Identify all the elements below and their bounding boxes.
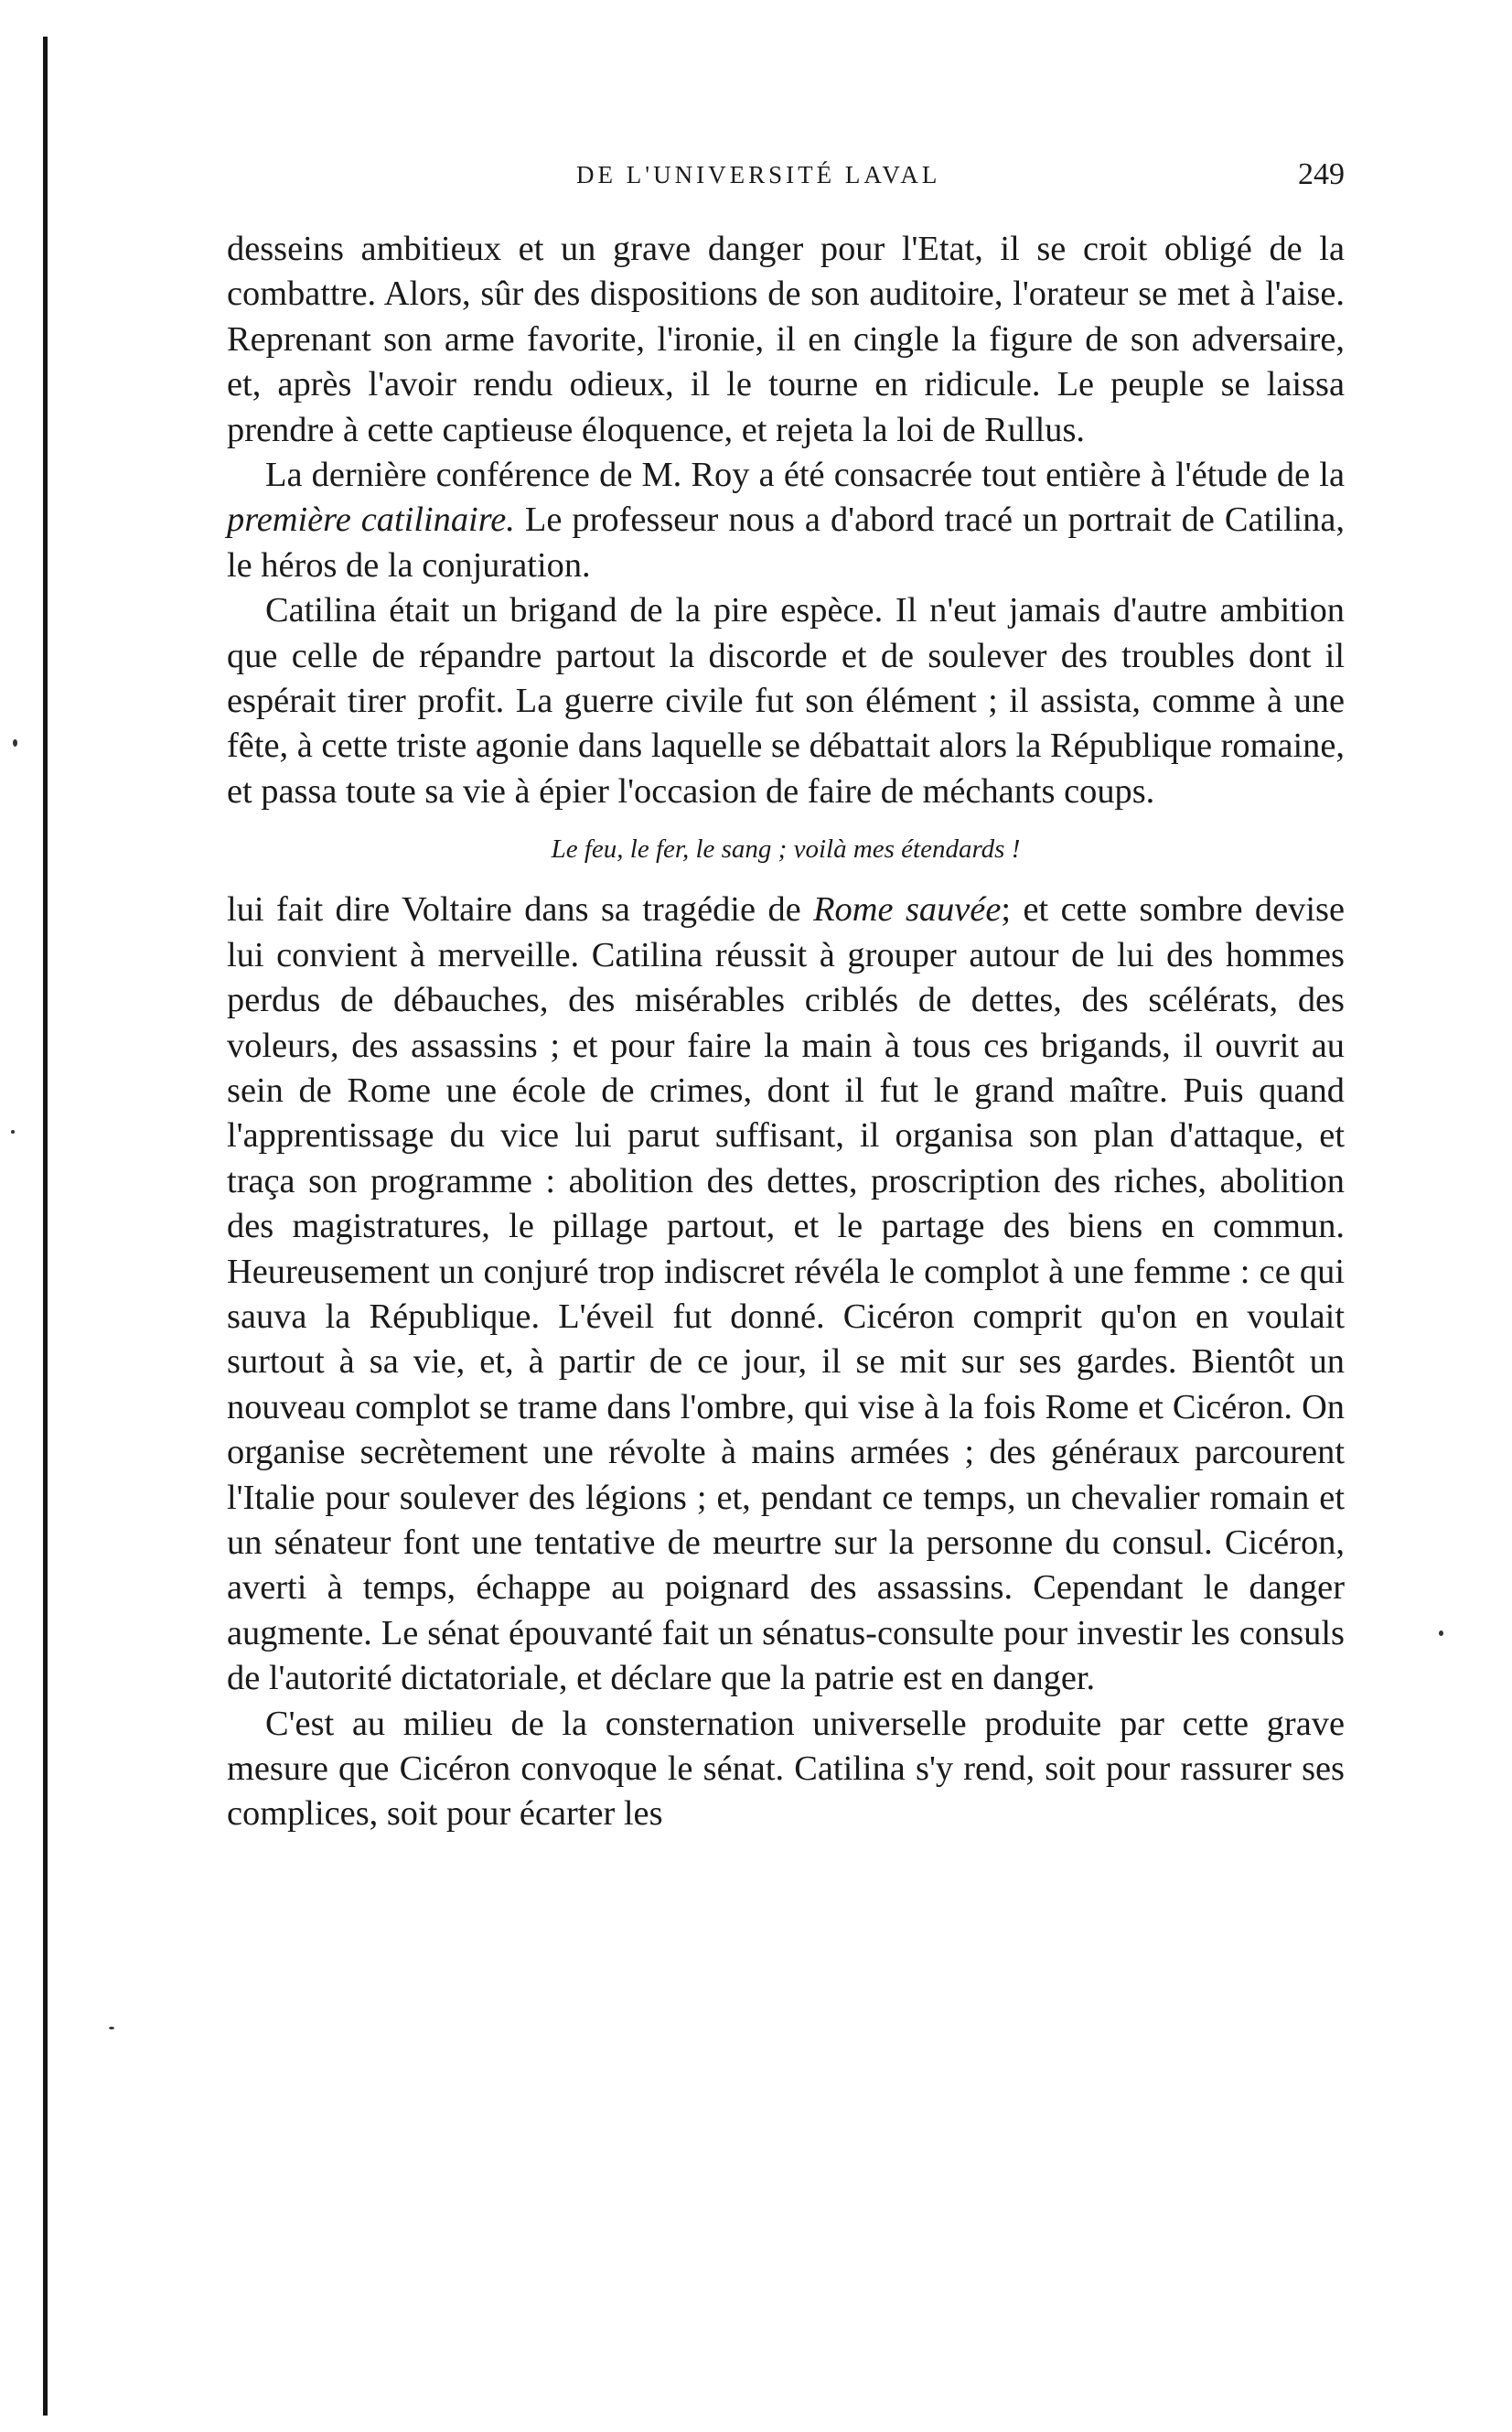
- paragraph-2: [227, 453, 1345, 588]
- paragraph-2-title: première catilinaire.: [227, 500, 515, 540]
- paragraph-4-title: Rome sauvée: [813, 890, 1002, 930]
- scan-speck: [1439, 1630, 1443, 1636]
- page-binding-edge: [43, 37, 48, 2416]
- scan-speck: [13, 739, 17, 747]
- paragraph-2-text: La dernière conférence de M. Roy a été consacrée tout entière à l'étude de la: [265, 456, 1345, 495]
- paragraph-1: desseins ambitieux et un grave danger pour l'Etat, il se croit obligé de la combattre. Alors, sûr des dispositions de son auditoire, l'orateur se met à l'aise. Reprenant son arme favorite, l'ironie, il en cingle la figure de son adversaire, et, après l'avoir rendu odieux, il le tourne en ridicule. Le peuple se laissa prendre à cette captieuse éloquence, et rejeta la loi de Rullus.: [227, 230, 1345, 449]
- page-header: [229, 157, 1345, 194]
- running-title: DE L'UNIVERSITÉ LAVAL: [576, 161, 941, 188]
- body-text: [227, 227, 1345, 1837]
- paragraph-3: Catilina était un brigand de la pire espèce. Il n'eut jamais d'autre ambition que celle de répandre partout la discorde et de soulever des troubles dont il espérait tirer profit. La guerre civile fut son élément ; il assista, comme à une fête, à cette triste agonie dans laquelle se débattait alors la République romaine, et passa toute sa vie à épier l'occasion de faire de méchants coups.: [227, 591, 1345, 811]
- paragraph-4-text-end: ; et cette sombre devise lui convient à merveille. Catilina réussit à grouper autour de lui des hommes perdus de débauches, des misérables criblés de dettes, des scélérats, des voleurs, des assassins ; et pour faire la main à tous ces brigands, il ouvrit au sein de Rome une école de crimes, dont il fut le grand maître. Puis quand l'apprentissage du vice lui parut suffisant, il organisa son plan d'attaque, et traça son programme : abolition des dettes, proscription des riches, abolition des magistratures, le pillage partout, et le partage des biens en commun. Heureusement un conjuré trop indiscret révéla le complot à une femme : ce qui sauva la République. L'éveil fut donné. Cicéron comprit qu'on en voulait surtout à sa vie, et, à partir de ce jour, il se mit sur ses gardes. Bientôt un nouveau complot se trame dans l'ombre, qui vise à la fois Rome et Cicéron. On organise secrètement une révolte à mains armées ; des généraux parcourent l'Italie pour soulever des légions ; et, pendant ce temps, un chevalier romain et un sénateur font une tentative de meurtre sur la personne du consul. Cicéron, averti à temps, échappe au poignard des assassins. Cependant le danger augmente. Le sénat épouvanté fait un sénatus-consulte pour investir les consuls de l'autorité dictatoriale, et déclare que la patrie est en danger.: [227, 890, 1346, 1698]
- page-number: 249: [1298, 157, 1345, 191]
- verse-quotation: Le feu, le fer, le sang ; voilà mes étendards !: [551, 834, 1021, 865]
- paragraph-2-text-end: Le professeur nous a d'abord tracé un portrait de Catilina, le héros de la conjuration.: [227, 500, 1345, 585]
- paragraph-5: C'est au milieu de la consternation universelle produite par cette grave mesure que Cicéron convoque le sénat. Catilina s'y rend, soit pour rassurer ses complices, soit pour écarter les: [227, 1704, 1345, 1834]
- paragraph-4-text: lui fait dire Voltaire dans sa tragédie de: [227, 890, 814, 930]
- scan-speck: [11, 1130, 15, 1134]
- paragraph-4: [227, 888, 1345, 1701]
- scan-speck: [109, 2027, 114, 2029]
